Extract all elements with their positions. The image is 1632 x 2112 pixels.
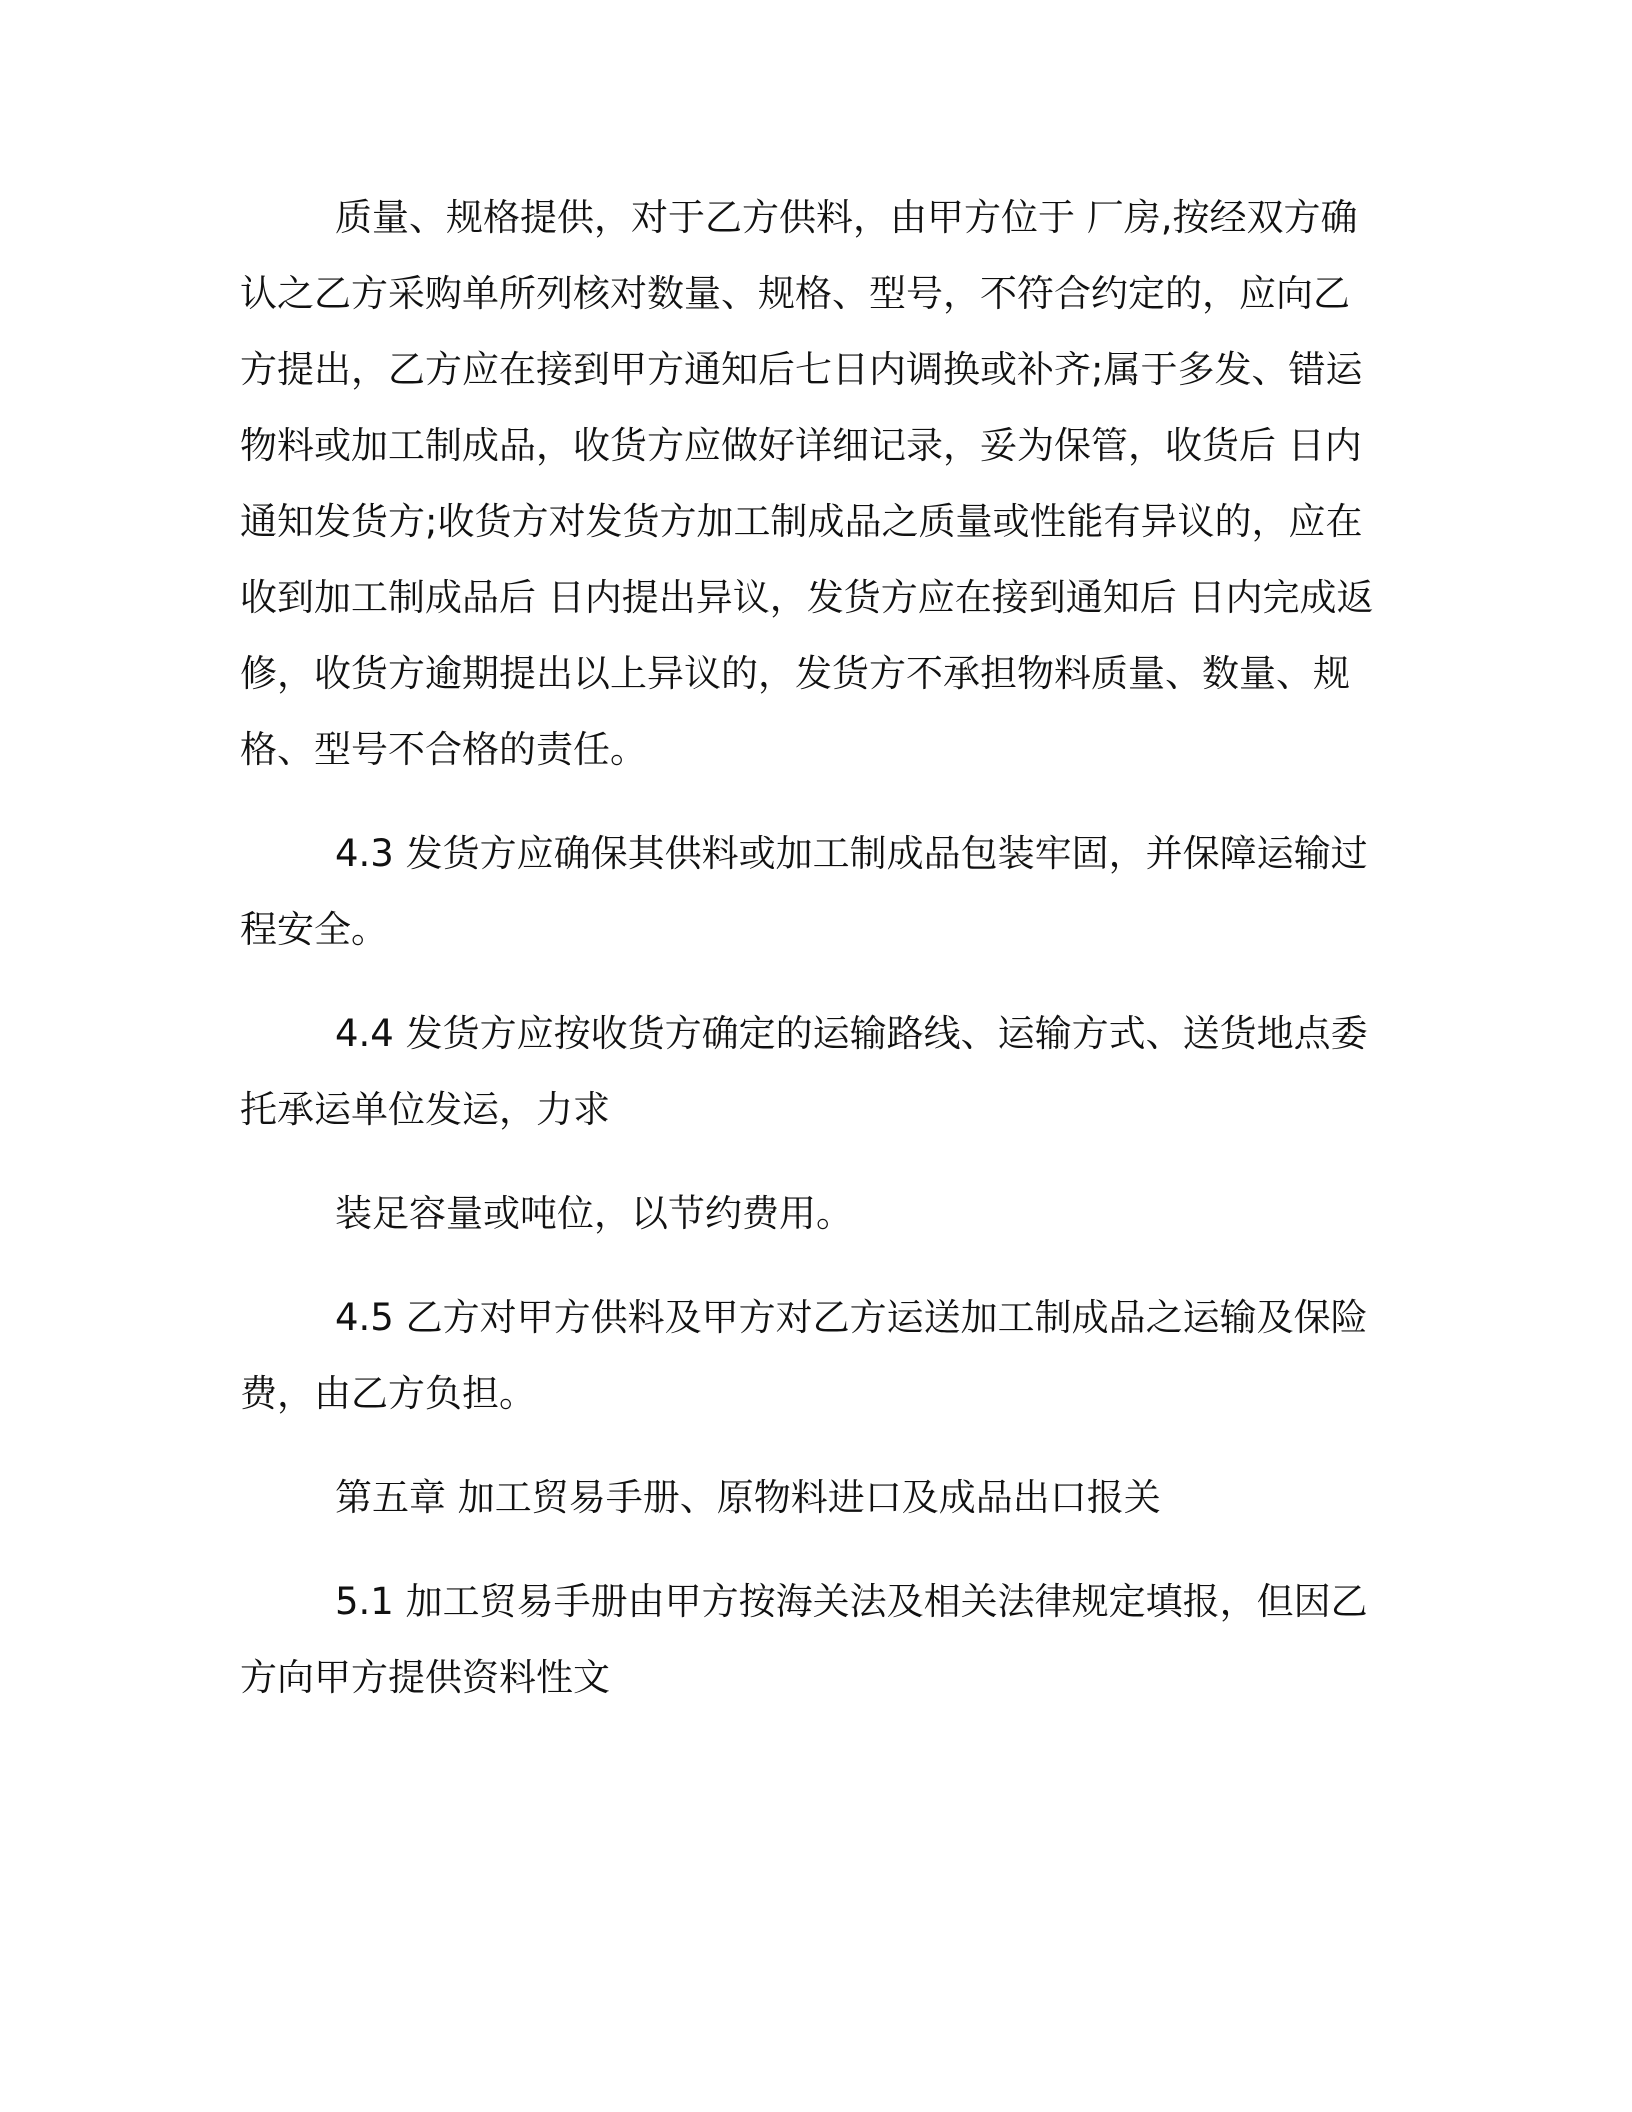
text-line-7: 修，收货方逾期提出以上异议的，发货方不承担物料质量、数量、规 <box>240 652 1350 695</box>
clause-4-4-line-3: 装足容量或吨位，以节约费用。 <box>335 1192 853 1235</box>
clause-4-5-line-2: 费，由乙方负担。 <box>240 1372 536 1415</box>
clause-5-1-line-2: 方向甲方提供资料性文 <box>240 1656 610 1699</box>
clause-5-1-line-1: 5.1 加工贸易手册由甲方按海关法及相关法律规定填报，但因乙 <box>335 1580 1368 1623</box>
text-line-2: 认之乙方采购单所列核对数量、规格、型号，不符合约定的，应向乙 <box>240 272 1350 315</box>
chapter-5-heading: 第五章 加工贸易手册、原物料进口及成品出口报关 <box>335 1476 1161 1519</box>
text-line-6: 收到加工制成品后 日内提出异议，发货方应在接到通知后 日内完成返 <box>240 576 1374 619</box>
text-line-4: 物料或加工制成品，收货方应做好详细记录，妥为保管，收货后 日内 <box>240 424 1362 467</box>
text-line-1: 质量、规格提供，对于乙方供料，由甲方位于 厂房,按经双方确 <box>335 196 1358 239</box>
clause-4-5-line-1: 4.5 乙方对甲方供料及甲方对乙方运送加工制成品之运输及保险 <box>335 1296 1368 1339</box>
clause-4-3-line-2: 程安全。 <box>240 908 388 951</box>
clause-4-4-line-1: 4.4 发货方应按收货方确定的运输路线、运输方式、送货地点委 <box>335 1012 1368 1055</box>
text-line-5: 通知发货方;收货方对发货方加工制成品之质量或性能有异议的，应在 <box>240 500 1363 543</box>
clause-4-4-line-2: 托承运单位发运，力求 <box>240 1088 610 1131</box>
clause-4-3-line-1: 4.3 发货方应确保其供料或加工制成品包装牢固，并保障运输过 <box>335 832 1368 875</box>
text-line-8: 格、型号不合格的责任。 <box>240 728 647 771</box>
text-line-3: 方提出，乙方应在接到甲方通知后七日内调换或补齐;属于多发、错运 <box>240 348 1363 391</box>
